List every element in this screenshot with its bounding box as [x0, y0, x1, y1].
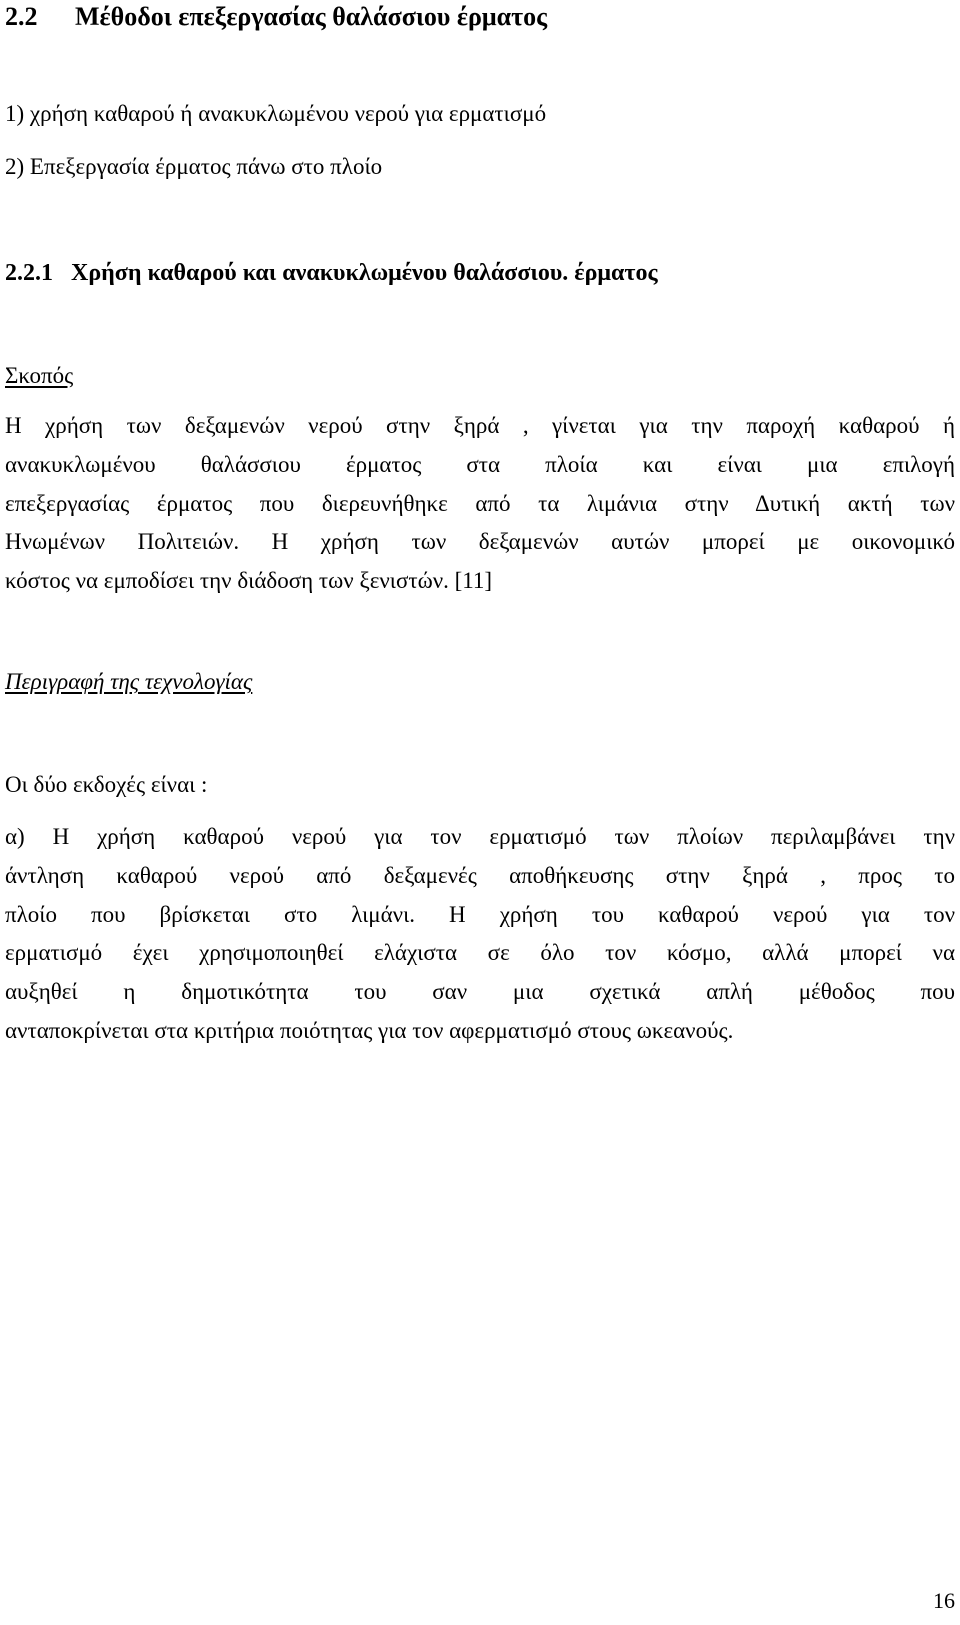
- section-title: Μέθοδοι επεξεργασίας θαλάσσιου έρματος: [75, 2, 548, 31]
- paragraph-line: Η χρήση των δεξαμενών νερού στην ξηρά , γίνεται για την παροχή καθαρού ή: [5, 413, 955, 438]
- subsection-title: Χρήση καθαρού και ανακυκλωμένου θαλάσσιου. έρματος: [71, 260, 658, 286]
- section-heading: [5, 2, 547, 32]
- technology-paragraph: [5, 818, 955, 1051]
- paragraph-line: επεξεργασίας έρματος που διερευνήθηκε από τα λιμάνια στην Δυτική ακτή των: [5, 490, 955, 516]
- paragraph-line: ερματισμό έχει χρησιμοποιηθεί ελάχιστα σε όλο τον κόσμο, αλλά μπορεί να: [5, 940, 955, 966]
- purpose-paragraph: [5, 407, 955, 601]
- section-number: 2.2: [5, 2, 38, 31]
- page-number: 16: [933, 1588, 955, 1613]
- technology-label: Περιγραφή της τεχνολογίας: [5, 669, 253, 694]
- purpose-label: Σκοπός: [5, 363, 74, 388]
- paragraph-line: πλοίο που βρίσκεται στο λιμάνι. Η χρήση του καθαρού νερού για τον: [5, 901, 955, 927]
- paragraph-line: ανακυκλωμένου θαλάσσιου έρματος στα πλοία και είναι μια επιλογή: [5, 451, 955, 477]
- list-item: 2) Επεξεργασία έρματος πάνω στο πλοίο: [5, 154, 383, 179]
- paragraph-line: Ηνωμένων Πολιτειών. Η χρήση των δεξαμενών αυτών μπορεί με οικονομικό: [5, 529, 955, 555]
- list-item: 1) χρήση καθαρού ή ανακυκλωμένου νερού για ερματισμό: [5, 101, 547, 126]
- paragraph-line: κόστος να εμποδίσει την διάδοση των ξενιστών. [11]: [5, 568, 493, 594]
- paragraph-line: α) Η χρήση καθαρού νερού για τον ερματισμό των πλοίων περιλαμβάνει την: [5, 824, 955, 849]
- subsection-heading: [5, 258, 658, 288]
- subsection-number: 2.2.1: [5, 260, 53, 286]
- paragraph-line: άντληση καθαρού νερού από δεξαμενές αποθήκευσης στην ξηρά , προς το: [5, 862, 955, 888]
- paragraph-line: ανταποκρίνεται στα κριτήρια ποιότητας για τον αφερματισμό στους ωκεανούς.: [5, 1017, 734, 1043]
- technology-intro: Οι δύο εκδοχές είναι :: [5, 772, 208, 797]
- paragraph-line: αυξηθεί η δημοτικότητα του σαν μια σχετικά απλή μέθοδος που: [5, 979, 955, 1005]
